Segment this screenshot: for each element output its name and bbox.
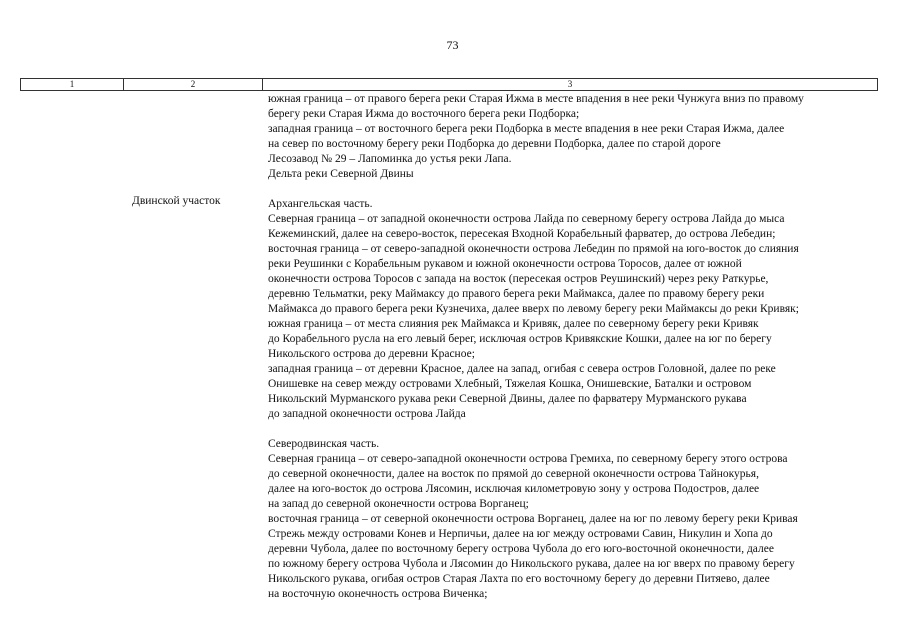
text-line: восточная граница – от северо-западной оконечности острова Лебедин по прямой на юго-восток до слияния [268, 243, 799, 255]
text-line: Никольского рукава, огибая остров Старая Лахта по его восточному берегу до деревни Питяево, далее [268, 573, 770, 585]
paragraph-gap [268, 422, 880, 437]
text-line: Кежеминский, далее на северо-восток, пересекая Входной Корабельный фарватер, до острова Лебедин; [268, 228, 776, 240]
column-header-3: 3 [567, 79, 573, 89]
text-line: Северная граница – от северо-западной оконечности острова Гремиха, по северному берегу этого острова [268, 453, 788, 465]
column-header-1: 1 [21, 79, 124, 90]
text-line: Стрежь между островами Конев и Нерпичьи, далее на юг между островами Савин, Никулин и Хопа до [268, 528, 773, 540]
text-line: восточная граница – от северной оконечности острова Ворганец, далее на юг по левому берегу реки Кривая [268, 513, 798, 525]
text-line: до северной оконечности, далее на восток по прямой до северной оконечности острова Тайнокурья, [268, 468, 759, 480]
text-line: Лесозавод № 29 – Лапоминка до устья реки Лапа. [268, 153, 512, 165]
text-line: на север по восточному берегу реки Подборка до деревни Подборка, далее по старой дороге [268, 138, 721, 150]
text-line: Никольского острова до деревни Красное; [268, 348, 475, 360]
text-line: оконечности острова Торосов с запада на восток (пересекая остров Реушинский) через реку Раткурье, [268, 273, 769, 285]
text-line: Архангельская часть. [268, 198, 373, 210]
paragraph-gap [268, 182, 880, 197]
text-line: далее на юго-восток до острова Лясомин, исключая километровую зону у острова Подостров, далее [268, 483, 760, 495]
column-header-row [20, 78, 878, 91]
text-line: западная граница – от деревни Красное, далее на запад, огибая с севера остров Головной, далее по реке [268, 363, 776, 375]
text-line: Дельта реки Северной Двины [268, 168, 414, 180]
text-line: по южному берегу острова Чубола и Лясомин до Никольского рукава, далее на юг вверх по правому берегу [268, 558, 795, 570]
text-line: до Корабельного русла на его левый берег, исключая остров Кривякские Кошки, далее на юг по берегу [268, 333, 772, 345]
section-label: Двинской участок [132, 195, 221, 207]
text-line: южная граница – от правого берега реки Старая Ижма в месте впадения в нее реки Чунжуга вниз по правому [268, 93, 804, 105]
text-line: на восточную оконечность острова Виченка; [268, 588, 488, 600]
text-line: западная граница – от восточного берега реки Подборка в месте впадения в нее реки Старая Ижма, далее [268, 123, 785, 135]
text-line: южная граница – от места слияния рек Маймакса и Кривяк, далее по северному берегу реки Кривяк [268, 318, 759, 330]
column-header-2: 2 [124, 79, 263, 90]
page-number: 73 [446, 38, 459, 52]
text-line: Северодвинская часть. [268, 438, 380, 450]
content-text [268, 92, 880, 602]
text-line: на запад до северной оконечности острова Ворганец; [268, 498, 529, 510]
text-line: Северная граница – от западной оконечности острова Лайда по северному берегу острова Лайда до мыса [268, 213, 785, 225]
text-line: деревню Тельматки, реку Маймаксу до правого берега реки Маймакса, далее по правому берегу реки [268, 288, 765, 300]
text-line: Маймакса до правого берега реки Кузнечиха, далее вверх по левому берегу реки Маймаксы до реки Кривяк; [268, 303, 799, 315]
text-line: деревни Чубола, далее по восточному берегу острова Чубола до его юго-восточной оконечности, далее [268, 543, 774, 555]
text-line: берегу реки Старая Ижма до восточного берега реки Подборка; [268, 108, 580, 120]
text-line: Онишевке на север между островами Хлебный, Тяжелая Кошка, Онишевские, Баталки и островом [268, 378, 752, 390]
text-line: Никольский Мурманского рукава реки Северной Двины, далее по фарватеру Мурманского рукава [268, 393, 747, 405]
text-line: до западной оконечности острова Лайда [268, 408, 466, 420]
text-line: реки Реушинки с Корабельным рукавом и южной оконечности острова Торосов, далее от южной [268, 258, 742, 270]
